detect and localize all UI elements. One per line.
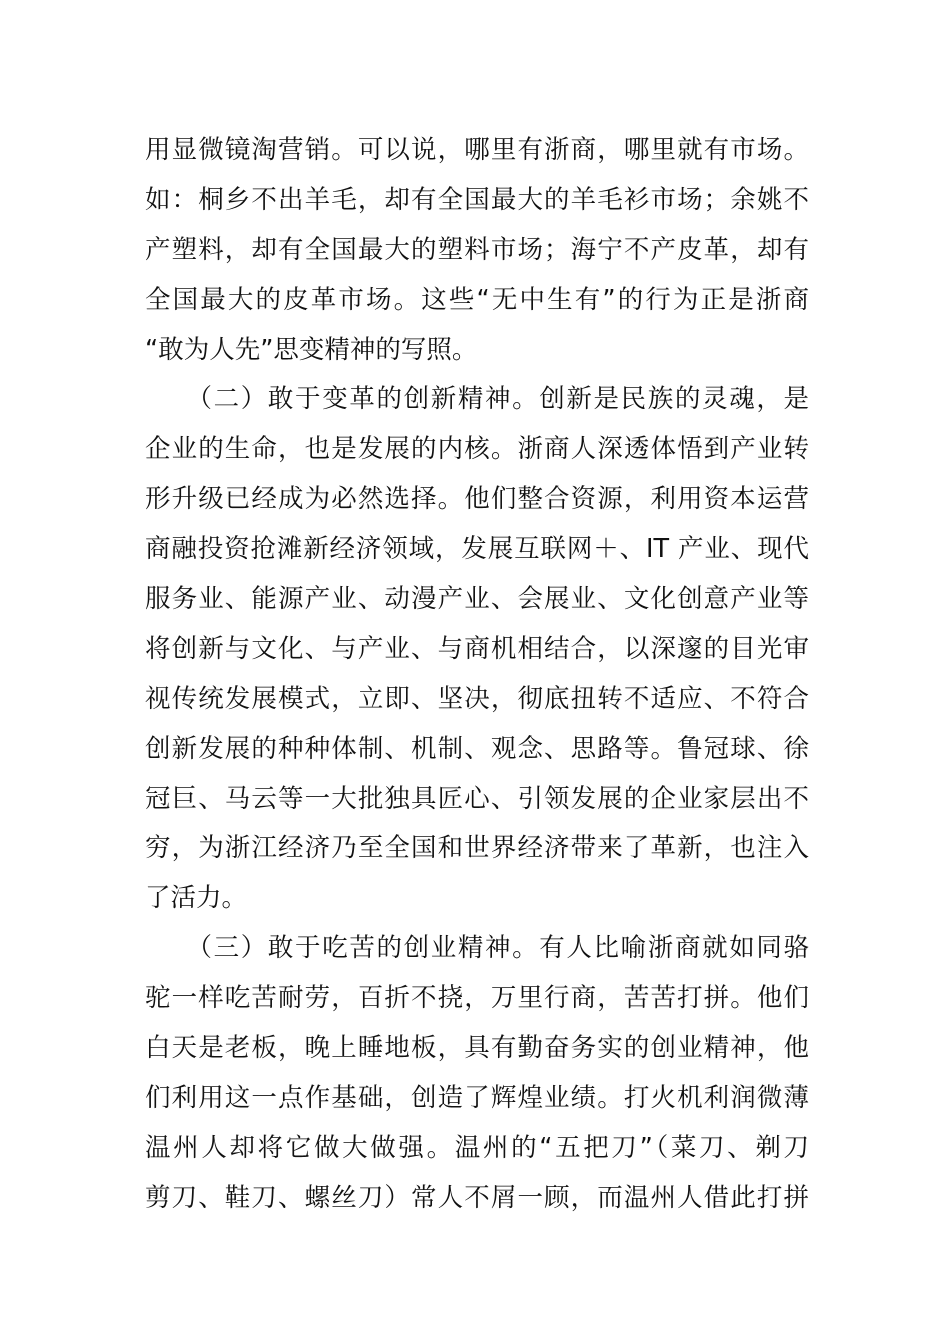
text-line: 创新发展的种种体制、机制、观念、思路等。鲁冠球、徐: [145, 733, 809, 764]
text-line: 视传统发展模式，立即、坚决，彻底扭转不适应、不符合: [145, 683, 809, 714]
text-line: 产塑料，却有全国最大的塑料市场；海宁不产皮革，却有: [145, 234, 809, 265]
text-line: 全国最大的皮革市场。这些“无中生有”的行为正是浙商: [145, 284, 809, 315]
text-line: 穷，为浙江经济乃至全国和世界经济带来了革新，也注入: [145, 833, 809, 864]
body-text: [145, 126, 809, 1224]
text-line: 白天是老板，晚上睡地板，具有勤奋务实的创业精神，他: [145, 1033, 809, 1064]
text-line: “敢为人先”思变精神的写照。: [145, 334, 478, 365]
text-line: 了活力。: [145, 883, 248, 914]
text-line: 用显微镜淘营销。可以说，哪里有浙商，哪里就有市场。: [145, 135, 809, 165]
text-line: 剪刀、鞋刀、螺丝刀）常人不屑一顾，而温州人借此打拼: [145, 1182, 809, 1213]
text-line: （二）敢于变革的创新精神。创新是民族的灵魂，是: [145, 384, 809, 415]
text-line: （三）敢于吃苦的创业精神。有人比喻浙商就如同骆: [145, 933, 809, 964]
text-line: 企业的生命，也是发展的内核。浙商人深透体悟到产业转: [145, 434, 809, 465]
text-line: 冠巨、马云等一大批独具匠心、引领发展的企业家层出不: [145, 783, 809, 814]
text-line: 服务业、能源产业、动漫产业、会展业、文化创意产业等: [145, 584, 809, 615]
text-line: 们利用这一点作基础，创造了辉煌业绩。打火机利润微薄: [145, 1082, 809, 1113]
text-line: 驼一样吃苦耐劳，百折不挠，万里行商，苦苦打拼。他们: [145, 983, 809, 1014]
text-line: 商融投资抢滩新经济领域，发展互联网＋、IT 产业、现代: [145, 534, 809, 565]
text-line: 形升级已经成为必然选择。他们整合资源，利用资本运营: [145, 484, 809, 515]
text-line: 温州人却将它做大做强。温州的“五把刀”（菜刀、剃刀: [145, 1132, 809, 1163]
text-line: 将创新与文化、与产业、与商机相结合，以深邃的目光审: [145, 633, 809, 664]
text-line: 如：桐乡不出羊毛，却有全国最大的羊毛衫市场；余姚不: [145, 184, 809, 215]
